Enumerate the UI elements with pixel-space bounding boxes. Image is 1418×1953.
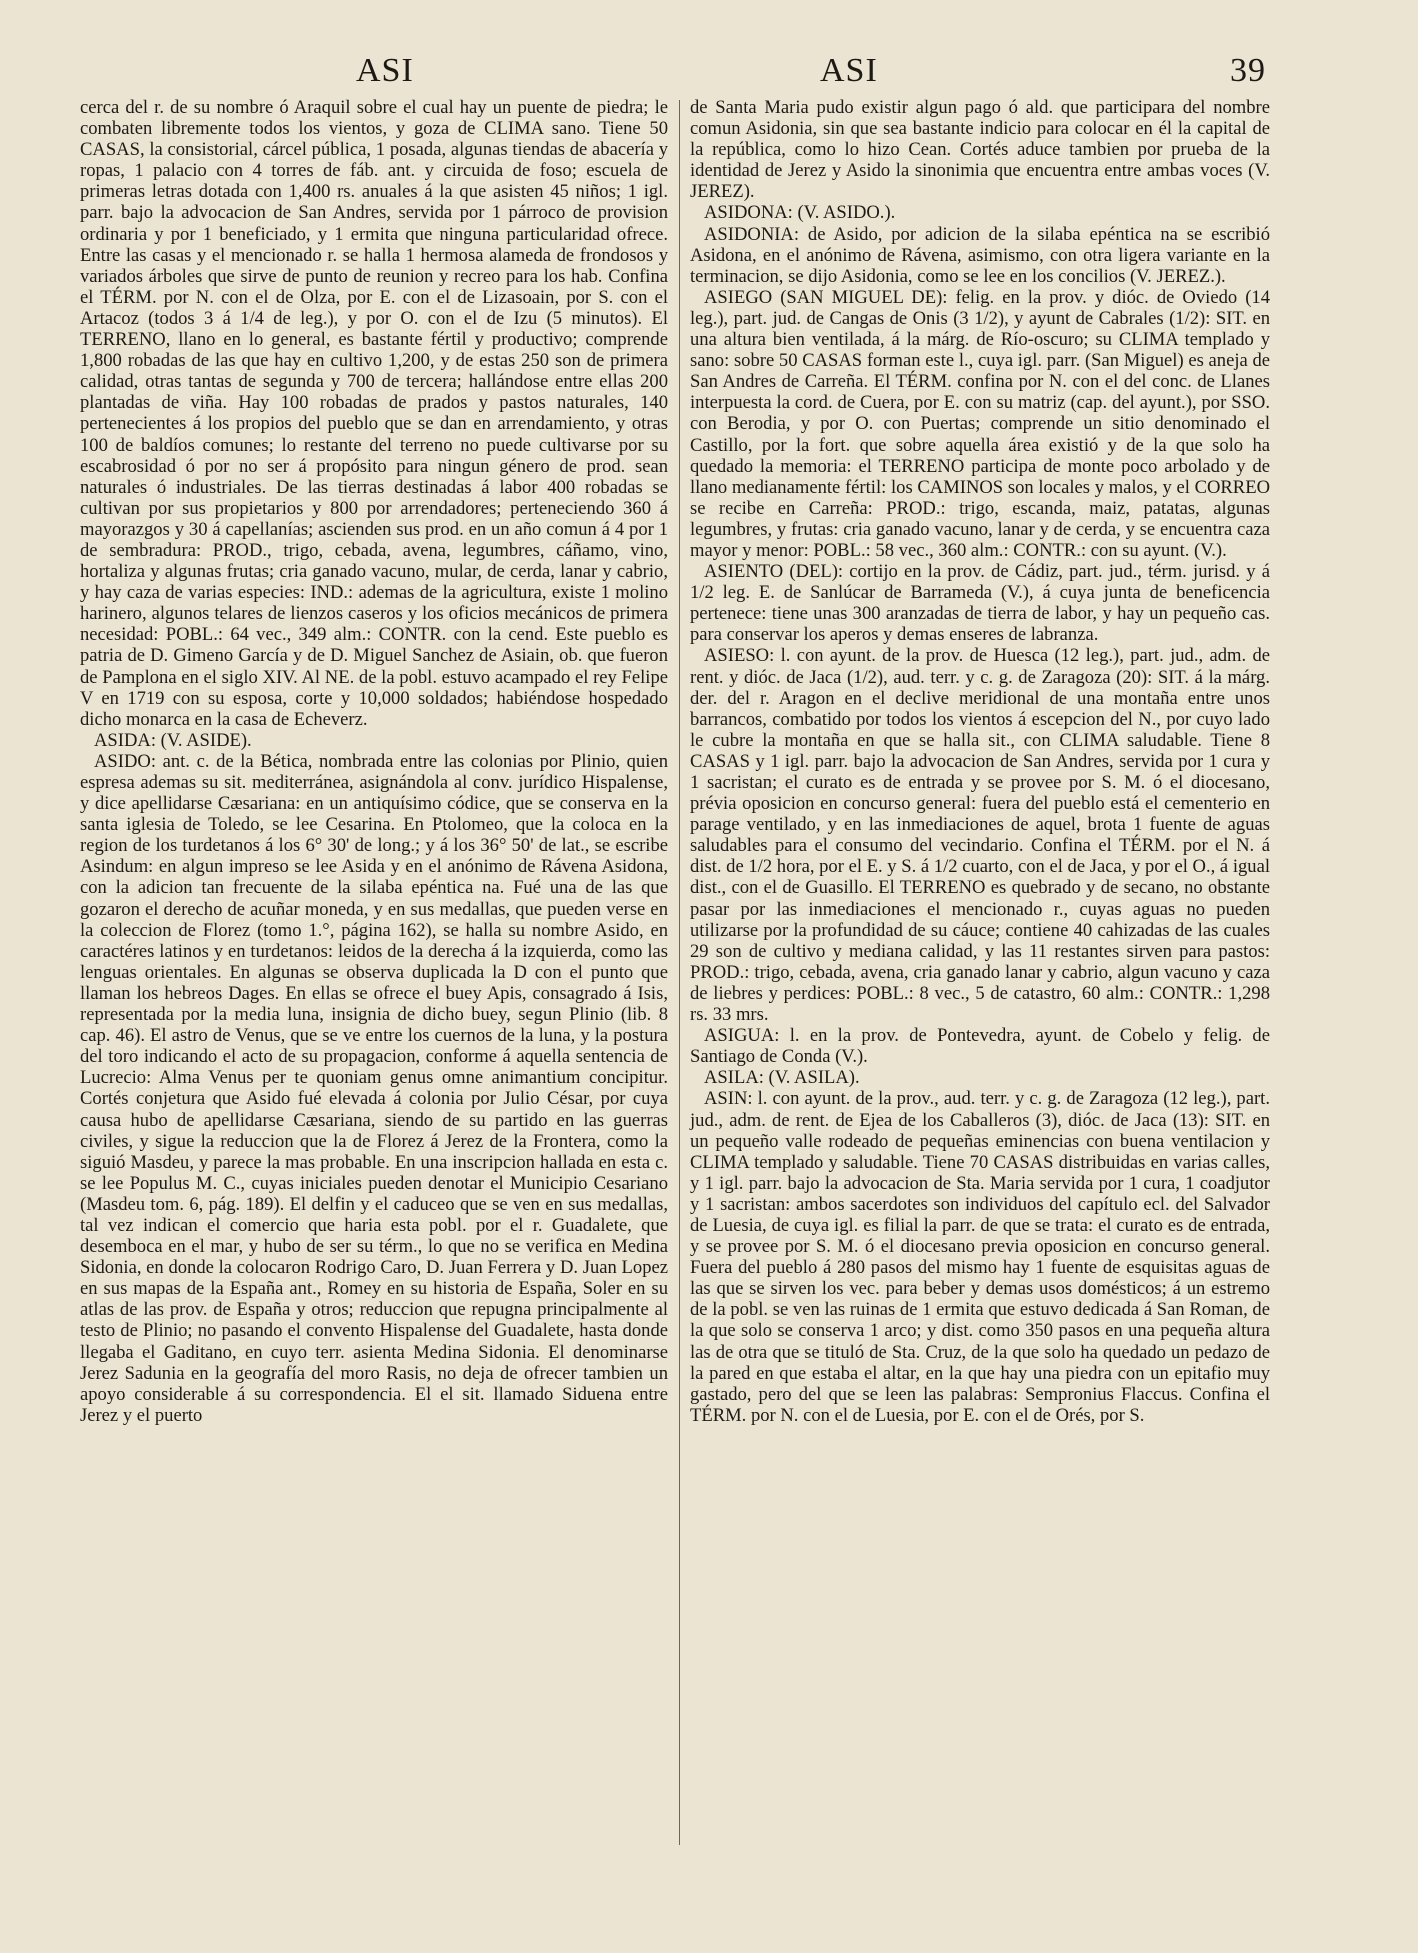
entry-asiento: ASIENTO (DEL): cortijo en la prov. de Cádiz, part. jud., térm. jurisd. y á 1/2 leg. E. de Sanlúcar de Barrameda (V.), á cuya junta de beneficencia pertenece: tiene unas 300 aranzadas de tierra de labor, y hay un pequeño cas. para conservar los aperos y demas enseres de labranza. bbox=[690, 561, 1270, 646]
entry-asieso: ASIESO: l. con ayunt. de la prov. de Huesca (12 leg.), part. jud., adm. de rent. y dióc. de Jaca (1/2), aud. terr. y c. g. de Zaragoza (20): SIT. á la márg. der. del r. Aragon en el declive meridional de una montaña entre unos barrancos, combatido por todos los vientos á escepcion del N., por cuyo lado le cubre la montaña en que se halla sit., con CLIMA saludable. Tiene 8 CASAS y 1 igl. parr. bajo la advocacion de San Andres, servida por 1 cura y 1 sacristan; el curato es de entrada y se provee por S. M. ó el diocesano, prévia oposicion en concurso general: fuera del pueblo está el cementerio en parage ventilado, y en las inmediaciones de aquel, brota 1 fuente de aguas saludables para el consumo del vecindario. Confina el TÉRM. por el N. á dist. de 1/2 hora, por el E. y S. á 1/2 cuarto, con el de Jaca, y por el O., á igual dist., con el de Guasillo. El TERRENO es quebrado y de secano, no obstante pasar por las inmediaciones el mencionado r., cuyas aguas no pueden utilizarse por la profundidad de su cáuce; contiene 40 cahizadas de las cuales 29 son de cultivo y mediana calidad, y las 11 restantes sirven para pastos: PROD.: trigo, cebada, avena, cria ganado lanar y cabrio, algun vacuno y caza de liebres y perdices: POBL.: 8 vec., 5 de catastro, 60 alm.: CONTR.: 1,298 rs. 33 mrs. bbox=[690, 645, 1270, 1026]
entry-asidonia: ASIDONIA: de Asido, por adicion de la silaba epéntica na se escribió Asidona, en el anónimo de Rávena, asimismo, con otra ligera variante en la terminacion, se dijo Asidonia, como se lee en los concilios (V. JEREZ.). bbox=[690, 223, 1270, 287]
running-head-left: ASI bbox=[356, 52, 414, 89]
entry-asiego: ASIEGO (SAN MIGUEL DE): felig. en la prov. y dióc. de Oviedo (14 leg.), part. jud. de Cangas de Onis (3 1/2), y ayunt de Cabrales (1/2): SIT. en una altura bien ventilada, á la márg. de Río-oscuro; su CLIMA templado y sano: sobre 50 CASAS forman este l., cuya igl. parr. (San Miguel) es aneja de San Andres de Carreña. El TÉRM. confina por N. con el del conc. de Llanes interpuesta la cord. de Cuera, por E. con su matriz (cap. del ayunt.), por SSO. con Berodia, y por O. con Puertas; comprende un sitio denominado el Castillo, por la fort. que sobre aquella área existió y de la que solo ha quedado la memoria: el TERRENO participa de monte poco arbolado y de llano medianamente fértil: los CAMINOS son locales y malos, y el CORREO se recibe en Carreña: PROD.: trigo, escanda, maiz, patatas, algunas legumbres, y frutas: cria ganado vacuno, lanar y de cerda, y se encuentra caza mayor y menor: POBL.: 58 vec., 360 alm.: CONTR.: con su ayunt. (V.). bbox=[690, 286, 1270, 561]
entry-asido: ASIDO: ant. c. de la Bética, nombrada entre las colonias por Plinio, quien espresa ademas su sit. mediterránea, asignándola al conv. jurídico Hispalense, y dice apellidarse Cæsariana: en un antiquísimo códice, que se conserva en la santa iglesia de Toledo, se lee Cesarina. En Ptolomeo, que la coloca en la region de los turdetanos á los 6° 30' de long.; y á los 36° 50' de lat., se escribe Asindum: en algun impreso se lee Asida y en el anónimo de Rávena Asidona, con la adicion tan frecuente de la silaba epéntica na. Fué una de las que gozaron el derecho de acuñar moneda, y en sus medallas, que pueden verse en la coleccion de Florez (tomo 1.°, página 162), se halla su nombre Asido, en caractéres latinos y en turdetanos: leidos de la derecha á la izquierda, como las lenguas orientales. En algunas se observa duplicada la D con el punto que llaman los hebreos Dages. En ellas se ofrece el buey Apis, consagrado á Isis, representada por la media luna, insignia de dicho buey, segun Plinio (lib. 8 cap. 46). El astro de Venus, que se ve entre los cuernos de la luna, y la postura del toro indicando el acto de su propagacion, conforme á aquella sentencia de Lucrecio: Alma Venus per te quoniam genus omne animantium concipitur. Cortés conjetura que Asido fué elevada á colonia por Julio César, por cuya causa hubo de apellidarse Cæsariana, siendo de su partido en las guerras civiles, y sigue la reduccion que la de Florez á Jerez de la Frontera, como la siguió Masdeu, y parece la mas probable. En una inscripcion hallada en esta c. se lee Populus M. C., cuyas iniciales pueden denotar el Municipio Cesariano (Masdeu tom. 6, pág. 189). El delfin y el caduceo que se ven en sus medallas, tal vez indican el comercio que haria esta pobl. por el r. Guadalete, que desemboca en el mar, y hubo de ser su térm., lo que no se verifica en Medina Sidonia, en donde la colocaron Rodrigo Caro, D. Juan Ferrera y D. Juan Lopez en sus mapas de la España ant., Romey en su historia de España, Soler en su atlas de las prov. de España y otros; reduccion que repugna principalmente al testo de Plinio; no pasando el convento Hispalense del Guadalete, hasta donde llegaba el Gaditano, en cuyo terr. asienta Medina Sidonia. El denominarse Jerez Sadunia en la geografía del moro Rasis, no deja de ofrecer tambien un apoyo considerable á su correspondencia. El el sit. llamado Siduena entre Jerez y el puerto bbox=[80, 750, 668, 1426]
entry-asida: ASIDA: (V. ASIDE). bbox=[94, 729, 252, 751]
running-head-right: ASI bbox=[820, 52, 878, 89]
entry-asido-continuation: de Santa Maria pudo existir algun pago ó ald. que participara del nombre comun Asidonia, sin que sea bastante indicio para colocar en él la capital de la república, como lo hizo Cean. Cortés aduce tambien por prueba de la identidad de Jerez y Asido la sinonimia que encuentra entre ambas voces (V. JEREZ). bbox=[690, 97, 1270, 203]
entry-continuation: cerca del r. de su nombre ó Araquil sobre el cual hay un puente de piedra; le combaten libremente todos los vientos, y goza de CLIMA sano. Tiene 50 CASAS, la consistorial, cárcel pública, 1 posada, algunas tiendas de abacería y ropas, 1 palacio con 4 torres de fáb. ant. y circuida de foso; escuela de primeras letras dotada con 1,400 rs. anuales á la que asisten 45 niños; 1 igl. parr. bajo la advocacion de San Andres, servida por 1 párroco de provision ordinaria y por 1 beneficiado, y 1 ermita que ninguna particularidad ofrece. Entre las casas y el mencionado r. se halla 1 hermosa alameda de frondosos y variados árboles que sirve de punto de reunion y recreo para los hab. Confina el TÉRM. por N. con el de Olza, por E. con el de Lizasoain, por S. con el Artacoz (todos 3 á 1/4 de leg.), y por O. con el de Izu (5 minutos). El TERRENO, llano en lo general, es bastante fértil y productivo; comprende 1,800 robadas de las que hay en cultivo 1,200, y de estas 250 son de primera calidad, otras tantas de segunda y 700 de tercera; hallándose entre ellas 200 plantadas de viña. Hay 100 robadas de prados y pastos naturales, 140 pertenecientes á los propios del pueblo que se dan en arrendamiento, y otras 100 de baldíos comunes; lo restante del terreno no puede cultivarse por su escabrosidad ó por no ser á propósito para ningun género de prod. sean naturales ó industriales. De las tierras destinadas á labor 400 robadas se cultivan por sus propietarios y 800 por arrendadores; perteneciendo 360 á mayorazgos y 30 á capellanías; ascienden sus prod. en un año comun á 4 por 1 de sembradura: PROD., trigo, cebada, avena, legumbres, cáñamo, vino, hortaliza y algunas frutas; cria ganado vacuno, mular, de cerda, lanar y cabrio, y hay caza de varias especies: IND.: ademas de la agricultura, existe 1 molino harinero, algunos telares de lienzos caseros y los oficios mecánicos de primera necesidad: POBL.: 64 vec., 349 alm.: CONTR. con la cend. Este pueblo es patria de D. Gimeno García y de D. Miguel Sanchez de Asiain, ob. que fueron de Pamplona en el siglo XIV. Al NE. de la pobl. estuvo acampado el rey Felipe V en 1719 con su esposa, corte y 10,000 soldados; habiéndose hospedado dicho monarca en la casa de Echeverz. bbox=[80, 97, 668, 730]
page-number: 39 bbox=[1230, 52, 1266, 89]
right-column bbox=[690, 97, 1270, 1426]
entry-asidona: ASIDONA: (V. ASIDO.). bbox=[704, 202, 896, 224]
entry-asila: ASILA: (V. ASILA). bbox=[704, 1067, 860, 1089]
left-column bbox=[80, 97, 668, 1426]
column-divider bbox=[679, 100, 680, 1845]
entry-asin: ASIN: l. con ayunt. de la prov., aud. terr. y c. g. de Zaragoza (12 leg.), part. jud., adm. de rent. de Ejea de los Caballeros (3), dióc. de Jaca (13): SIT. en un pequeño valle rodeado de pequeñas eminencias con buena ventilacion y CLIMA templado y saludable. Tiene 70 CASAS distribuidas en varias calles, y 1 igl. parr. bajo la advocacion de Sta. Maria servida por 1 cura, 1 coadjutor y 1 sacristan: ambos sacerdotes son individuos del capítulo ecl. del Salvador de Luesia, de cuya igl. es filial la parr. de que se trata: el curato es de entrada, y se provee por S. M. ó el diocesano previa oposicion en concurso general. Fuera del pueblo á 280 pasos del mismo hay 1 fuente de esquisitas aguas de las que se sirven los vec. para beber y demas usos domésticos; á un estremo de la pobl. se ven las ruinas de 1 ermita que estuvo dedicada á San Roman, de la que solo se conserva 1 arco; y dist. como 350 pasos en una pequeña altura las de otra que se tituló de Sta. Cruz, de la que solo ha quedado un pedazo de la pared en que estaba el altar, en la que hay una piedra con un epitafio muy gastado, pero del que se leen las palabras: Sempronius Flaccus. Confina el TÉRM. por N. con el de Luesia, por E. con el de Orés, por S. bbox=[690, 1088, 1270, 1426]
entry-asigua: ASIGUA: l. en la prov. de Pontevedra, ayunt. de Cobelo y felig. de Santiago de Conda (V.). bbox=[690, 1025, 1270, 1068]
